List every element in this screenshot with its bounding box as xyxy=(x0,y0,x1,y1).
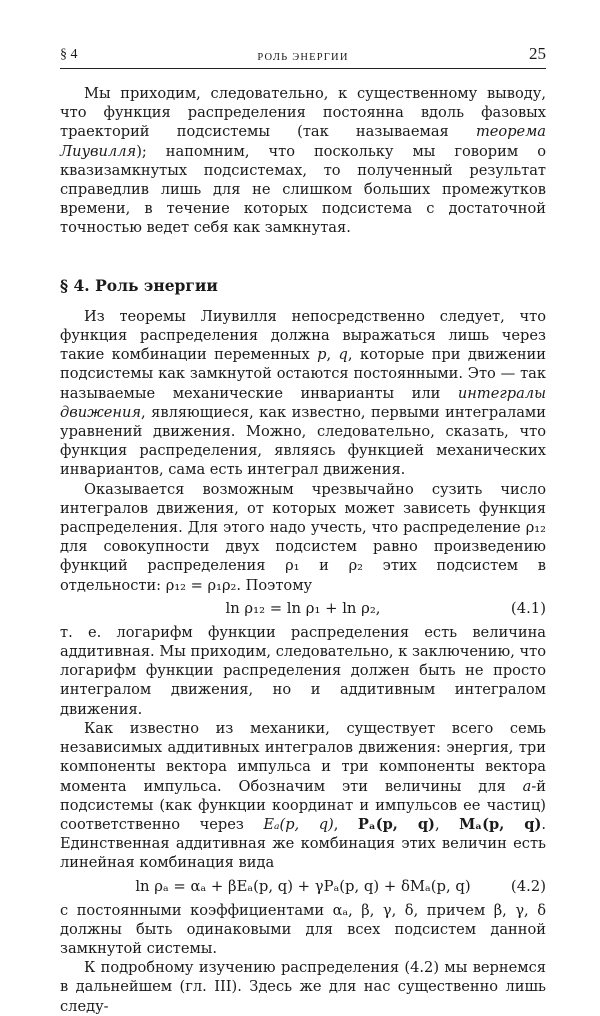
var-a: a xyxy=(522,777,532,795)
equation-formula: ln ρ₁₂ = ln ρ₁ + ln ρ₂, xyxy=(225,599,381,617)
energy-function: Eₐ(p, q) xyxy=(263,815,334,833)
equation-4-1 xyxy=(60,597,546,621)
text-span: Как известно из механики, существует всего семь независимых аддитивных интегралов движения: энергия, три компоненты вектора импульса и три компоненты вектора момента импульса. Обозначим эти величины для xyxy=(60,719,546,795)
text-span: , xyxy=(434,815,460,833)
paragraph-6 xyxy=(60,958,546,1016)
header-section-number: § 4 xyxy=(60,47,78,62)
equation-4-2 xyxy=(60,875,546,899)
header-running-title: РОЛЬ ЭНЕРГИИ xyxy=(257,52,349,63)
paragraph-4 xyxy=(60,719,546,873)
text-span: ); напомним, что поскольку мы говорим о квазизамкнутых подсистемах, то полученный результат справедлив лишь для не слишком больших промежутков времени, в течение которых подсистема с достаточной точностью ведет себя как замкнутая. xyxy=(60,142,546,237)
momentum-function: Pₐ(p, q) xyxy=(357,815,435,833)
var-q: q xyxy=(338,346,348,364)
text-span: , являющиеся, как известно, первыми интегралами уравнений движения. Можно, следовательно, сказать, что функция распределения, являясь функцией механических инвариантов, сама есть интеграл движения. xyxy=(60,403,546,479)
equation-formula: ln ρₐ = αₐ + βEₐ(p, q) + γPₐ(p, q) + δMₐ(p, q) xyxy=(135,877,471,895)
paragraph-1 xyxy=(60,307,546,480)
header-page-number: 25 xyxy=(529,44,546,63)
text-span: Из теоремы Лиувилля непосредственно следует, что функция распределения должна выражаться лишь через такие комбинации переменных xyxy=(60,307,546,364)
paragraph-2 xyxy=(60,480,546,595)
theorem-name: теорема Лиувилля xyxy=(60,123,546,160)
paragraph-5 xyxy=(60,901,546,959)
text-span: К подробному изучению распределения (4.2) мы вернемся в дальнейшем (гл. III). Здесь же для нас существенно лишь следу- xyxy=(60,959,546,1015)
running-header xyxy=(60,44,546,69)
text-span: т. е. логарифм функции распределения есть величина аддитивная. Мы приходим, следовательно, к заключению, что логарифм функции распределения должен быть не просто интегралом движения, но и аддитивным интегралом движения. xyxy=(60,623,546,718)
term-integrals: интегралы движения xyxy=(60,384,546,421)
text-span: , xyxy=(333,815,358,833)
text-span: , xyxy=(326,346,339,364)
text-span: -й подсистемы (как функции координат и импульсов ее частиц) соответственно через xyxy=(60,777,546,833)
paragraph-3 xyxy=(60,623,546,719)
section-title: § 4. Роль энергии xyxy=(60,275,218,295)
page-body xyxy=(60,84,546,1016)
equation-number: (4.1) xyxy=(510,599,546,617)
text-span: с постоянными коэффициентами αₐ, β, γ, δ, причем β, γ, δ должны быть одинаковыми для всех подсистем данной замкнутой системы. xyxy=(60,901,546,957)
var-p: p xyxy=(317,346,327,364)
text-span: Оказывается возможным чрезвычайно сузить число интегралов движения, от которых может зависеть функция распределения. Для этого надо учесть, что распределение ρ₁₂ для совокупности двух подсистем равно произведению функций распределения ρ₁ и ρ₂ этих подсистем в отдельности: ρ₁₂ = ρ₁ρ₂. Поэтому xyxy=(60,480,546,594)
text-span: . Единственная аддитивная же комбинация этих величин есть линейная комбинация вида xyxy=(60,815,547,872)
equation-number: (4.2) xyxy=(510,877,546,895)
angular-momentum-function: Mₐ(p, q) xyxy=(459,815,542,833)
text-span: Мы приходим, следовательно, к существенному выводу, что функция распределения постоянна вдоль фазовых траекторий подсистемы (так называемая xyxy=(60,85,546,141)
text-span: , которые при движении подсистемы как замкнутой остаются постоянными. Это — так называемые механические инварианты или xyxy=(60,346,547,402)
paragraph-intro xyxy=(60,84,546,238)
